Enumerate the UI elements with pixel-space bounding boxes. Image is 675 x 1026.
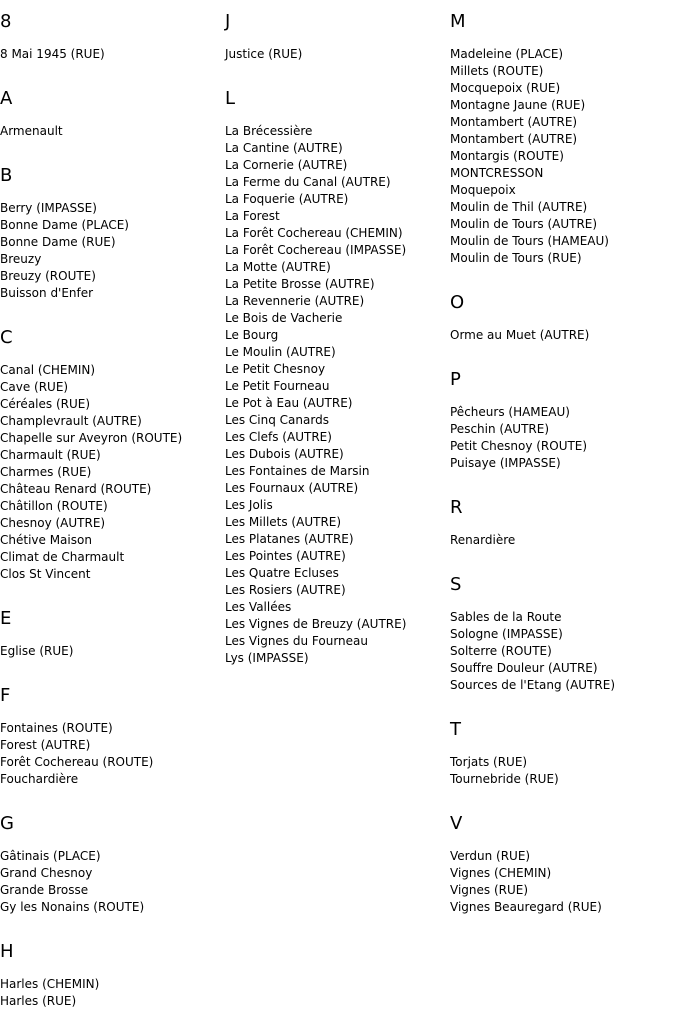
street-item: Sologne (IMPASSE) [450,627,563,641]
letter-group [450,814,675,932]
letter-group [0,89,225,156]
street-item: Justice (RUE) [225,47,303,61]
street-item: Charmault (RUE) [0,448,101,462]
street-item: Climat de Charmault [0,550,125,564]
street-item: Pêcheurs (HAMEAU) [450,405,570,419]
street-item: Les Vignes du Fourneau [225,634,369,648]
street-item: Château Renard (ROUTE) [0,482,152,496]
letter-group [0,328,225,599]
street-item: Bonne Dame (RUE) [0,235,116,249]
street-item: Le Petit Chesnoy [225,362,326,376]
street-item: Les Quatre Ecluses [225,566,339,580]
street-item: MONTCRESSON [450,166,544,180]
street-list [0,643,225,660]
street-item: Grand Chesnoy [0,866,93,880]
letter-heading: V [450,813,463,834]
letter-heading: G [0,813,14,834]
street-list [0,200,225,302]
street-item: Moulin de Tours (HAMEAU) [450,234,609,248]
letter-heading: S [450,574,462,595]
street-item: Les Jolis [225,498,273,512]
street-list [450,609,675,694]
street-item: Montargis (ROUTE) [450,149,564,163]
letter-group [450,498,675,565]
street-list [0,46,225,63]
street-item: Berry (IMPASSE) [0,201,97,215]
letter-group [450,12,675,283]
letter-heading: 8 [0,11,12,32]
street-item: Chétive Maison [0,533,92,547]
street-item: Céréales (RUE) [0,397,91,411]
letter-group [450,293,675,360]
street-item: Breuzy (ROUTE) [0,269,96,283]
street-list [0,848,225,916]
letter-group [0,686,225,804]
street-item: Souffre Douleur (AUTRE) [450,661,598,675]
street-item: Forêt Cochereau (ROUTE) [0,755,154,769]
street-item: La Cornerie (AUTRE) [225,158,348,172]
street-item: Sources de l'Etang (AUTRE) [450,678,616,692]
street-item: La Forêt Cochereau (CHEMIN) [225,226,403,240]
street-item: Les Vignes de Breuzy (AUTRE) [225,617,407,631]
letter-group [0,166,225,318]
street-item: La Forest [225,209,280,223]
street-item: Les Rosiers (AUTRE) [225,583,346,597]
street-item: Montagne Jaune (RUE) [450,98,586,112]
street-item: Fouchardière [0,772,79,786]
street-item: La Motte (AUTRE) [225,260,331,274]
street-item: Chesnoy (AUTRE) [0,516,106,530]
street-item: Gâtinais (PLACE) [0,849,101,863]
street-item: Montambert (AUTRE) [450,132,578,146]
street-item: Sables de la Route [450,610,562,624]
street-item: Gy les Nonains (ROUTE) [0,900,145,914]
street-item: Orme au Muet (AUTRE) [450,328,590,342]
street-item: Moulin de Tours (RUE) [450,251,582,265]
letter-group [225,89,450,683]
letter-group [0,814,225,932]
letter-group [0,12,225,79]
street-item: Les Dubois (AUTRE) [225,447,344,461]
street-list [450,404,675,472]
street-item: Vignes (CHEMIN) [450,866,552,880]
letter-heading: F [0,685,11,706]
street-item: Les Fournaux (AUTRE) [225,481,359,495]
street-list [450,532,675,549]
letter-heading: C [0,327,13,348]
letter-heading: P [450,369,461,390]
street-item: Breuzy [0,252,42,266]
letter-group [450,720,675,804]
street-item: Les Pointes (AUTRE) [225,549,346,563]
street-item: Petit Chesnoy (ROUTE) [450,439,588,453]
letter-heading: O [450,292,465,313]
letter-group [450,370,675,488]
letter-heading: L [225,88,236,109]
street-list [0,123,225,140]
letter-heading: T [450,719,461,740]
letter-heading: R [450,497,463,518]
street-item: Le Bourg [225,328,279,342]
street-item: Forest (AUTRE) [0,738,91,752]
street-item: Mocquepoix (RUE) [450,81,561,95]
street-list [0,720,225,788]
letter-group [0,609,225,676]
street-item: Les Cinq Canards [225,413,329,427]
street-item: Buisson d'Enfer [0,286,94,300]
street-item: Cave (RUE) [0,380,69,394]
letter-heading: H [0,941,14,962]
street-item: 8 Mai 1945 (RUE) [0,47,105,61]
street-item: Harles (CHEMIN) [0,977,100,991]
street-item: Solterre (ROUTE) [450,644,552,658]
street-item: Madeleine (PLACE) [450,47,564,61]
index-column [450,0,675,932]
street-item: Peschin (AUTRE) [450,422,550,436]
street-item: Les Vallées [225,600,292,614]
street-list [0,362,225,583]
letter-heading: B [0,165,13,186]
index-column [225,0,450,683]
street-item: Armenault [0,124,63,138]
street-item: Vignes (RUE) [450,883,529,897]
street-list [450,46,675,267]
street-item: Les Clefs (AUTRE) [225,430,332,444]
street-item: Torjats (RUE) [450,755,528,769]
street-item: Charmes (RUE) [0,465,92,479]
street-item: La Ferme du Canal (AUTRE) [225,175,391,189]
street-item: Montambert (AUTRE) [450,115,578,129]
letter-group [0,942,225,1026]
letter-group [450,575,675,710]
street-item: Châtillon (ROUTE) [0,499,108,513]
street-item: Moulin de Tours (AUTRE) [450,217,598,231]
street-item: La Revennerie (AUTRE) [225,294,365,308]
street-item: La Petite Brosse (AUTRE) [225,277,375,291]
street-item: Eglise (RUE) [0,644,74,658]
street-item: Chapelle sur Aveyron (ROUTE) [0,431,183,445]
street-item: Renardière [450,533,516,547]
letter-heading: M [450,11,466,32]
street-item: Vignes Beauregard (RUE) [450,900,602,914]
letter-group [225,12,450,79]
street-item: Lys (IMPASSE) [225,651,309,665]
street-list [225,123,450,667]
street-item: Tournebride (RUE) [450,772,559,786]
street-item: Moulin de Thil (AUTRE) [450,200,588,214]
street-item: La Cantine (AUTRE) [225,141,343,155]
street-item: Les Platanes (AUTRE) [225,532,354,546]
index-column [0,0,225,1026]
street-item: Moquepoix [450,183,516,197]
street-item: Verdun (RUE) [450,849,531,863]
street-item: Bonne Dame (PLACE) [0,218,129,232]
street-item: Les Fontaines de Marsin [225,464,370,478]
street-item: Fontaines (ROUTE) [0,721,113,735]
letter-heading: A [0,88,13,109]
street-item: La Forêt Cochereau (IMPASSE) [225,243,407,257]
street-item: Harles (RUE) [0,994,77,1008]
street-item: Le Bois de Vacherie [225,311,343,325]
street-list [0,976,225,1010]
street-item: Le Pot à Eau (AUTRE) [225,396,353,410]
street-item: La Foquerie (AUTRE) [225,192,349,206]
letter-heading: J [225,11,231,32]
street-item: Puisaye (IMPASSE) [450,456,561,470]
street-list [450,327,675,344]
street-item: La Brécessière [225,124,313,138]
street-item: Clos St Vincent [0,567,91,581]
street-item: Canal (CHEMIN) [0,363,96,377]
letter-heading: E [0,608,12,629]
street-list [450,754,675,788]
street-item: Grande Brosse [0,883,89,897]
street-item: Millets (ROUTE) [450,64,544,78]
street-item: Le Petit Fourneau [225,379,330,393]
street-item: Les Millets (AUTRE) [225,515,342,529]
street-list [225,46,450,63]
street-item: Le Moulin (AUTRE) [225,345,336,359]
street-list [450,848,675,916]
street-item: Champlevrault (AUTRE) [0,414,142,428]
